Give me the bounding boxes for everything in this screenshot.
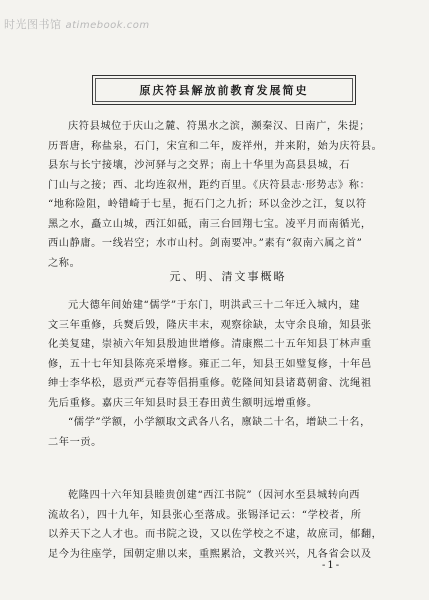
text-line: 之称。 (48, 257, 81, 269)
text-line: 以养天下之人才也。而书院之设，又以佐学校之不逮，故庶司，郁翻， (48, 529, 383, 540)
text-line: 二年一贡。 (48, 436, 102, 448)
text-line: 黑之水，矗立山城，西江如砥，南三台回翔七宝。凌平月而南循光， (48, 218, 372, 230)
text-line: 西山静庸。一线岩空；水市山村。剑南要冲。”素有“叙南六属之首” (48, 238, 363, 249)
text-line: 修，五十七年知县陈亮采增修。雍正二年，知县王如璧复修，十年邑 (48, 358, 372, 370)
text-line: 庆符县城位于庆山之麓、符黑水之滨，濒秦汉、日南广，朱提； (68, 121, 371, 132)
text-line: 乾隆四十六年知县睦贵创建“西江书院”（因河水至县城转向西 (68, 490, 361, 501)
text-line: “儒学”学额，小学额取文武各八名，廪缺二十名，增缺二十名， (68, 417, 371, 428)
text-line: 县东与长宁接壤，沙河驿与之交界；南上十华里为高县县城，石 (48, 160, 351, 171)
text-line: 先后重修。嘉庆三年知县时县王春田黄生额明远增重修。 (48, 397, 318, 409)
intro-paragraph (48, 117, 400, 273)
section-paragraph (48, 296, 400, 452)
watermark-domain: atimebook.com (65, 20, 150, 31)
text-line: 元大德年间始建“儒学”于东门，明洪武三十二年迁入城内，建 (68, 300, 361, 311)
document-title-box (92, 75, 356, 105)
watermark-text: 时光图书馆 (4, 18, 62, 31)
text-line: 足今为往座学，国朝定鼎以来，重熙累洽，文教兴兴，凡各省会以及 (48, 548, 372, 560)
text-line: 化美复建，崇祯六年知县殷迪世增修。清康熙二十五年知县丁林声重 (48, 339, 372, 350)
closing-paragraph (48, 486, 400, 564)
text-line: 流故名），四十九年，知县张心至落成。张锡泽记云：“学校者，所 (48, 509, 362, 521)
text-line: “地称险阻，岭错崎于七星，扼石门之九折；环以金沙之江，复以符 (48, 199, 367, 210)
text-line: 历晋唐，称盐泉，石门，宋宣和二年，废祥州，并来附，始为庆符县。 (48, 140, 383, 152)
page-number: -1- (322, 560, 342, 571)
watermark (4, 16, 150, 32)
text-line: 门山与之接；西、北均连叙州，距约百里。《庆符县志·形势志》称： (48, 179, 371, 191)
text-line: 绅士李华松，恩贡严元春等倡捐重修。乾隆间知县诸葛朝畲、沈绳祖 (48, 378, 372, 389)
text-line: 文三年重修，兵燹后毁，隆庆丰末，观察徐缺，太守余良瑜，知县张 (48, 319, 372, 331)
section-heading: 元、明、清文事概略 (169, 270, 287, 283)
document-title: 原庆符县解放前教育发展简史 (139, 84, 309, 97)
